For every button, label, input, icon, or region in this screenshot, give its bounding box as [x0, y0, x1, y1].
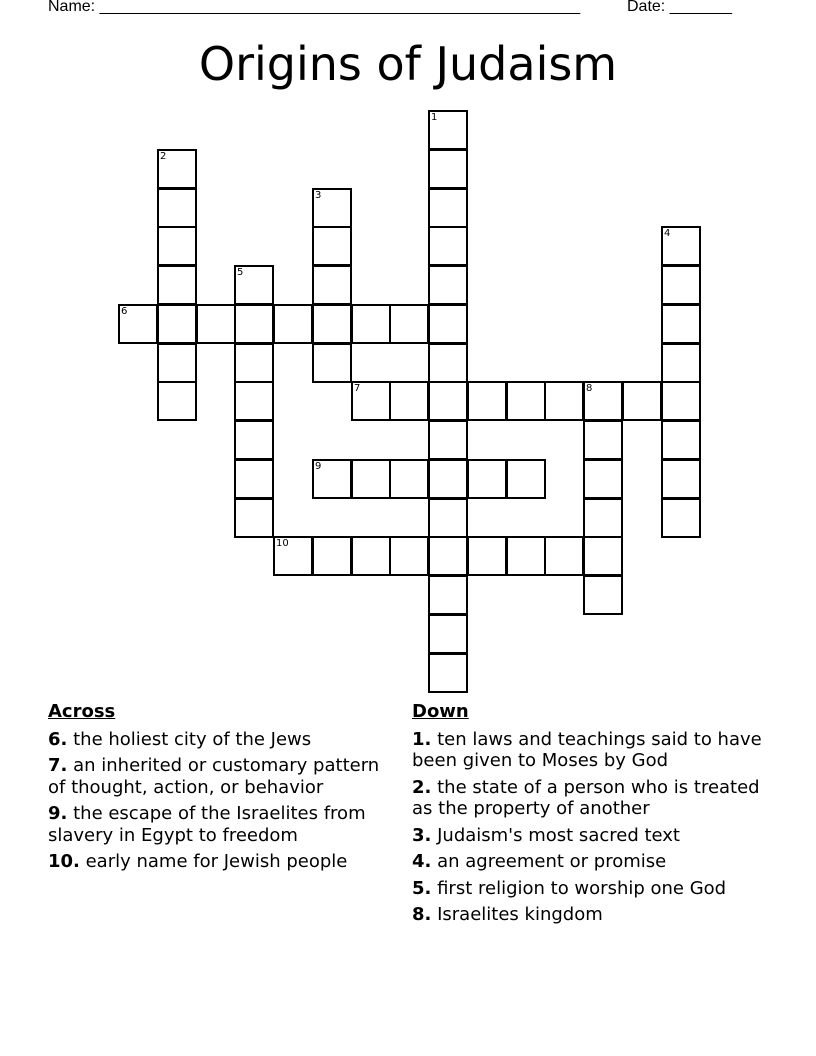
- crossword-cell[interactable]: [234, 265, 274, 305]
- crossword-cell[interactable]: [661, 343, 701, 383]
- crossword-cell[interactable]: [157, 304, 197, 344]
- crossword-cell[interactable]: [661, 381, 701, 421]
- crossword-cell[interactable]: [428, 265, 468, 305]
- crossword-cell[interactable]: [583, 381, 623, 421]
- crossword-cell[interactable]: [389, 304, 429, 344]
- crossword-cell[interactable]: [661, 459, 701, 499]
- crossword-cell[interactable]: [428, 188, 468, 228]
- crossword-cell[interactable]: [351, 536, 391, 576]
- crossword-cell[interactable]: [428, 110, 468, 150]
- crossword-cell[interactable]: [428, 343, 468, 383]
- crossword-cell[interactable]: [157, 343, 197, 383]
- date-field[interactable]: Date: _______: [627, 0, 732, 15]
- clue-down: 5. first religion to worship one God: [412, 877, 727, 899]
- crossword-cell[interactable]: [428, 381, 468, 421]
- crossword-cell[interactable]: [312, 343, 352, 383]
- clue-down: 4. an agreement or promise: [412, 851, 667, 872]
- crossword-cell[interactable]: [661, 265, 701, 305]
- clue-number: 5: [237, 267, 244, 278]
- clue-across: 10. early name for Jewish people: [48, 851, 348, 872]
- crossword-cell[interactable]: [157, 149, 197, 189]
- crossword-cell[interactable]: [312, 304, 352, 344]
- crossword-cell[interactable]: [118, 304, 158, 344]
- crossword-cell[interactable]: [583, 575, 623, 615]
- crossword-cell[interactable]: [428, 536, 468, 576]
- crossword-cell[interactable]: [234, 420, 274, 460]
- clue-number: 3: [315, 190, 322, 201]
- crossword-cell[interactable]: [506, 381, 546, 421]
- crossword-cell[interactable]: [389, 536, 429, 576]
- clue-number: 8: [586, 383, 593, 394]
- clue-across: 9. the escape of the Israelites from slavery in Egypt to freedom: [48, 803, 366, 846]
- name-field[interactable]: Name: ______________________________________________________: [48, 0, 581, 15]
- across-clues: [48, 701, 393, 878]
- crossword-cell[interactable]: [506, 459, 546, 499]
- crossword-cell[interactable]: [622, 381, 662, 421]
- crossword-cell[interactable]: [428, 614, 468, 654]
- crossword-cell[interactable]: [157, 265, 197, 305]
- clue-number: 6: [121, 306, 128, 317]
- crossword-cell[interactable]: [428, 498, 468, 538]
- clue-number: 1: [431, 112, 438, 123]
- crossword-cell[interactable]: [312, 265, 352, 305]
- crossword-cell[interactable]: [234, 304, 274, 344]
- crossword-cell[interactable]: [583, 420, 623, 460]
- crossword-cell[interactable]: [467, 381, 507, 421]
- clue-across: 6. the holiest city of the Jews: [48, 728, 312, 750]
- clue-across: 7. an inherited or customary pattern of thought, action, or behavior: [48, 755, 380, 798]
- clue-down: 2. the state of a person who is treated as the property of another: [412, 776, 760, 819]
- crossword-cell[interactable]: [351, 304, 391, 344]
- crossword-cell[interactable]: [389, 459, 429, 499]
- down-heading: Down: [412, 701, 469, 722]
- crossword-cell[interactable]: [506, 536, 546, 576]
- crossword-cell[interactable]: [234, 381, 274, 421]
- crossword-cell[interactable]: [157, 226, 197, 266]
- crossword-cell[interactable]: [234, 498, 274, 538]
- clue-number: 2: [160, 151, 167, 162]
- crossword-cell[interactable]: [661, 498, 701, 538]
- crossword-cell[interactable]: [273, 536, 313, 576]
- crossword-cell[interactable]: [467, 459, 507, 499]
- crossword-cell[interactable]: [351, 459, 391, 499]
- crossword-cell[interactable]: [312, 188, 352, 228]
- crossword-cell[interactable]: [428, 226, 468, 266]
- crossword-cell[interactable]: [312, 459, 352, 499]
- crossword-cell[interactable]: [583, 459, 623, 499]
- crossword-cell[interactable]: [428, 304, 468, 344]
- crossword-cell[interactable]: [544, 536, 584, 576]
- crossword-cell[interactable]: [428, 149, 468, 189]
- clue-down: 8. Israelites kingdom: [412, 904, 603, 925]
- crossword-cell[interactable]: [583, 536, 623, 576]
- crossword-cell[interactable]: [467, 536, 507, 576]
- page-title: Origins of Judaism: [198, 37, 618, 91]
- crossword-cell[interactable]: [661, 420, 701, 460]
- crossword-cell[interactable]: [428, 653, 468, 693]
- crossword-cell[interactable]: [196, 304, 236, 344]
- crossword-cell[interactable]: [661, 226, 701, 266]
- crossword-cell[interactable]: [234, 343, 274, 383]
- crossword-cell[interactable]: [351, 381, 391, 421]
- crossword-cell[interactable]: [428, 575, 468, 615]
- crossword-cell[interactable]: [157, 188, 197, 228]
- clue-down: 3. Judaism's most sacred text: [412, 824, 680, 846]
- crossword-cell[interactable]: [583, 498, 623, 538]
- crossword-cell[interactable]: [234, 459, 274, 499]
- crossword-cell[interactable]: [157, 381, 197, 421]
- clue-number: 9: [315, 461, 322, 472]
- across-heading: Across: [48, 701, 116, 722]
- crossword-cell[interactable]: [661, 304, 701, 344]
- clue-number: 7: [354, 383, 361, 394]
- clue-down: 1. ten laws and teachings said to have been given to Moses by God: [412, 728, 762, 771]
- crossword-cell[interactable]: [428, 459, 468, 499]
- crossword-cell[interactable]: [273, 304, 313, 344]
- crossword-cell[interactable]: [389, 381, 429, 421]
- clue-number: 4: [664, 228, 671, 239]
- crossword-cell[interactable]: [312, 226, 352, 266]
- down-clues: [412, 701, 772, 931]
- clue-number: 10: [276, 538, 289, 549]
- crossword-cell[interactable]: [428, 420, 468, 460]
- crossword-cell[interactable]: [312, 536, 352, 576]
- crossword-cell[interactable]: [544, 381, 584, 421]
